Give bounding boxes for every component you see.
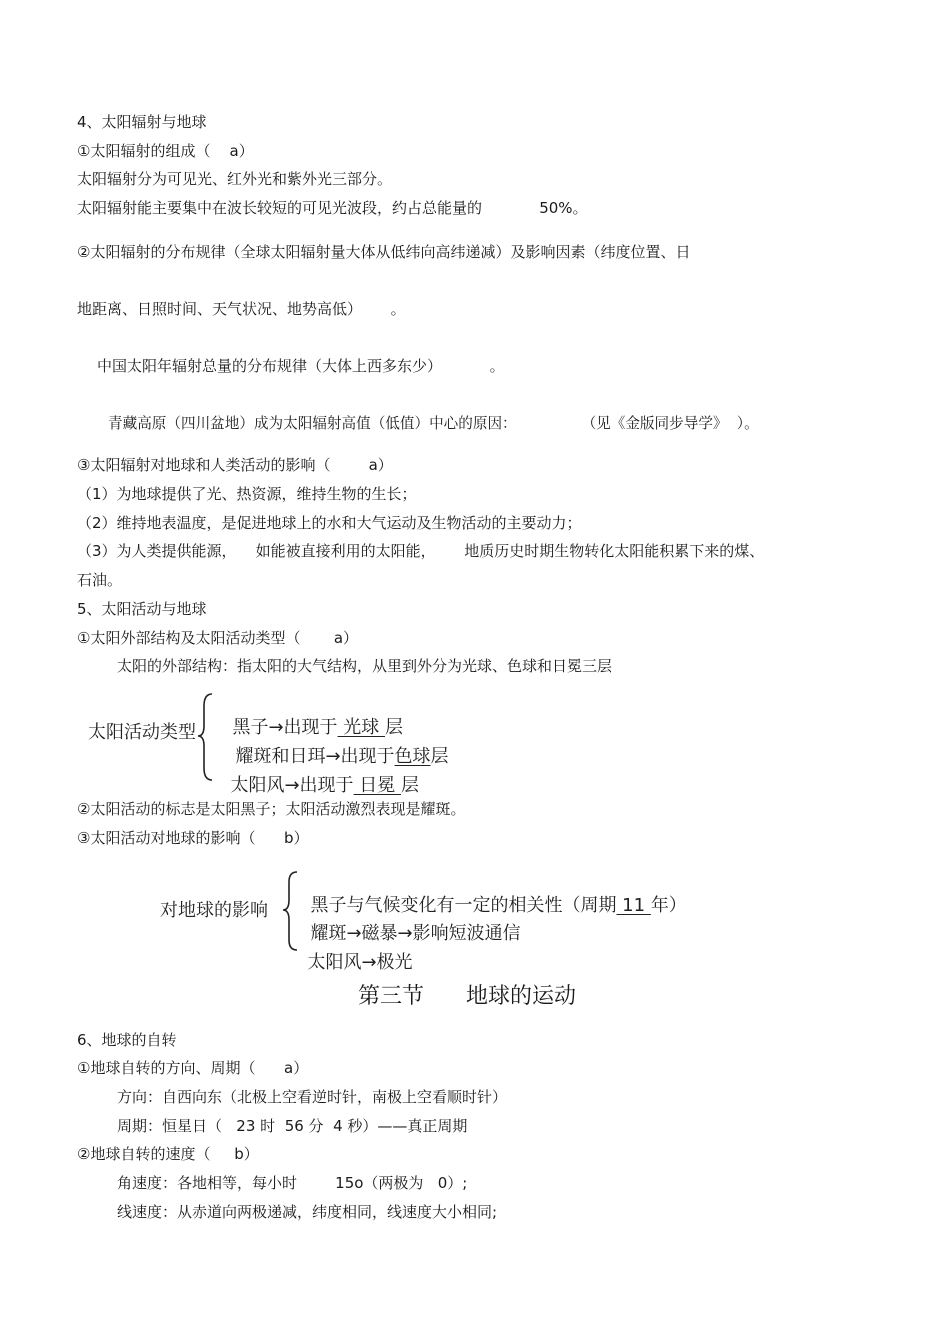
subheading-radiation-composition: ①太阳辐射的组成（ a） bbox=[77, 142, 254, 160]
subheading-solar-structure: ①太阳外部结构及太阳活动类型（ a） bbox=[77, 629, 359, 647]
list-item: （3）为人类提供能源， 如能被直接利用的太阳能， 地质历史时期生物转化太阳能积累下来的煤、 bbox=[77, 542, 765, 560]
subheading-activity-impact: ③太阳活动对地球的影响（ b） bbox=[77, 829, 309, 847]
text-line: 石油。 bbox=[77, 571, 123, 589]
text-line: 太阳辐射能主要集中在波长较短的可见光波段，约占总能量的 50%。 bbox=[77, 199, 588, 217]
heading-section-4: 4、太阳辐射与地球 bbox=[77, 113, 207, 131]
text-line: 角速度：各地相等，每小时 15o（两极为 0）; bbox=[117, 1174, 468, 1192]
heading-section-6: 6、地球的自转 bbox=[77, 1031, 177, 1049]
text-line: 太阳辐射分为可见光、红外光和紫外光三部分。 bbox=[77, 170, 393, 188]
text-line: ②太阳活动的标志是太阳黑子；太阳活动激烈表现是耀斑。 bbox=[77, 800, 466, 818]
subheading-radiation-distribution: ②太阳辐射的分布规律（全球太阳辐射量大体从低纬向高纬递减）及影响因素（纬度位置、日 bbox=[77, 243, 691, 261]
diagram-item-flare: 耀斑和日珥→出现于色球层 bbox=[235, 746, 449, 767]
diagram-solar-activity-label: 太阳活动类型 bbox=[88, 722, 196, 743]
text-line: 中国太阳年辐射总量的分布规律（大体上西多东少） 。 bbox=[97, 357, 505, 375]
text-line: 地距离、日照时间、天气状况、地势高低） 。 bbox=[77, 300, 406, 318]
text-line: 线速度：从赤道向两极递减，纬度相同，线速度大小相同; bbox=[117, 1203, 498, 1221]
subheading-rotation-speed: ②地球自转的速度（ b） bbox=[77, 1145, 259, 1163]
diagram-item-flare-storm: 耀斑→磁暴→影响短波通信 bbox=[310, 923, 521, 944]
text-line: 青藏高原（四川盆地）成为太阳辐射高值（低值）中心的原因： （见《金版同步导学》 ）。 bbox=[108, 415, 759, 432]
list-item: （1）为地球提供了光、热资源，维持生物的生长； bbox=[77, 485, 417, 503]
list-item: （2）维持地表温度，是促进地球上的水和大气运动及生物活动的主要动力； bbox=[77, 514, 582, 532]
subheading-rotation-period: ①地球自转的方向、周期（ a） bbox=[77, 1059, 309, 1077]
diagram-item-sunspot: 黑子→出现于 光球 层 bbox=[232, 717, 403, 738]
heading-section-5: 5、太阳活动与地球 bbox=[77, 600, 207, 618]
diagram-impact-label: 对地球的影响 bbox=[160, 900, 268, 921]
text-line: 周期：恒星日（ 23 时 56 分 4 秒）——真正周期 bbox=[117, 1117, 468, 1135]
diagram-item-aurora: 太阳风→极光 bbox=[307, 952, 413, 973]
diagram-item-sunspot-climate: 黑子与气候变化有一定的相关性（周期 11 年） bbox=[310, 895, 687, 916]
text-line: 太阳的外部结构：指太阳的大气结构，从里到外分为光球、色球和日冕三层 bbox=[117, 657, 613, 675]
diagram-item-solar-wind: 太阳风→出现于 日冕 层 bbox=[230, 775, 419, 796]
section-title: 第三节 地球的运动 bbox=[358, 984, 576, 1009]
subheading-radiation-impact: ③太阳辐射对地球和人类活动的影响（ a） bbox=[77, 456, 393, 474]
text-line: 方向：自西向东（北极上空看逆时针，南极上空看顺时针） bbox=[117, 1088, 508, 1106]
brace-icon bbox=[196, 692, 216, 782]
